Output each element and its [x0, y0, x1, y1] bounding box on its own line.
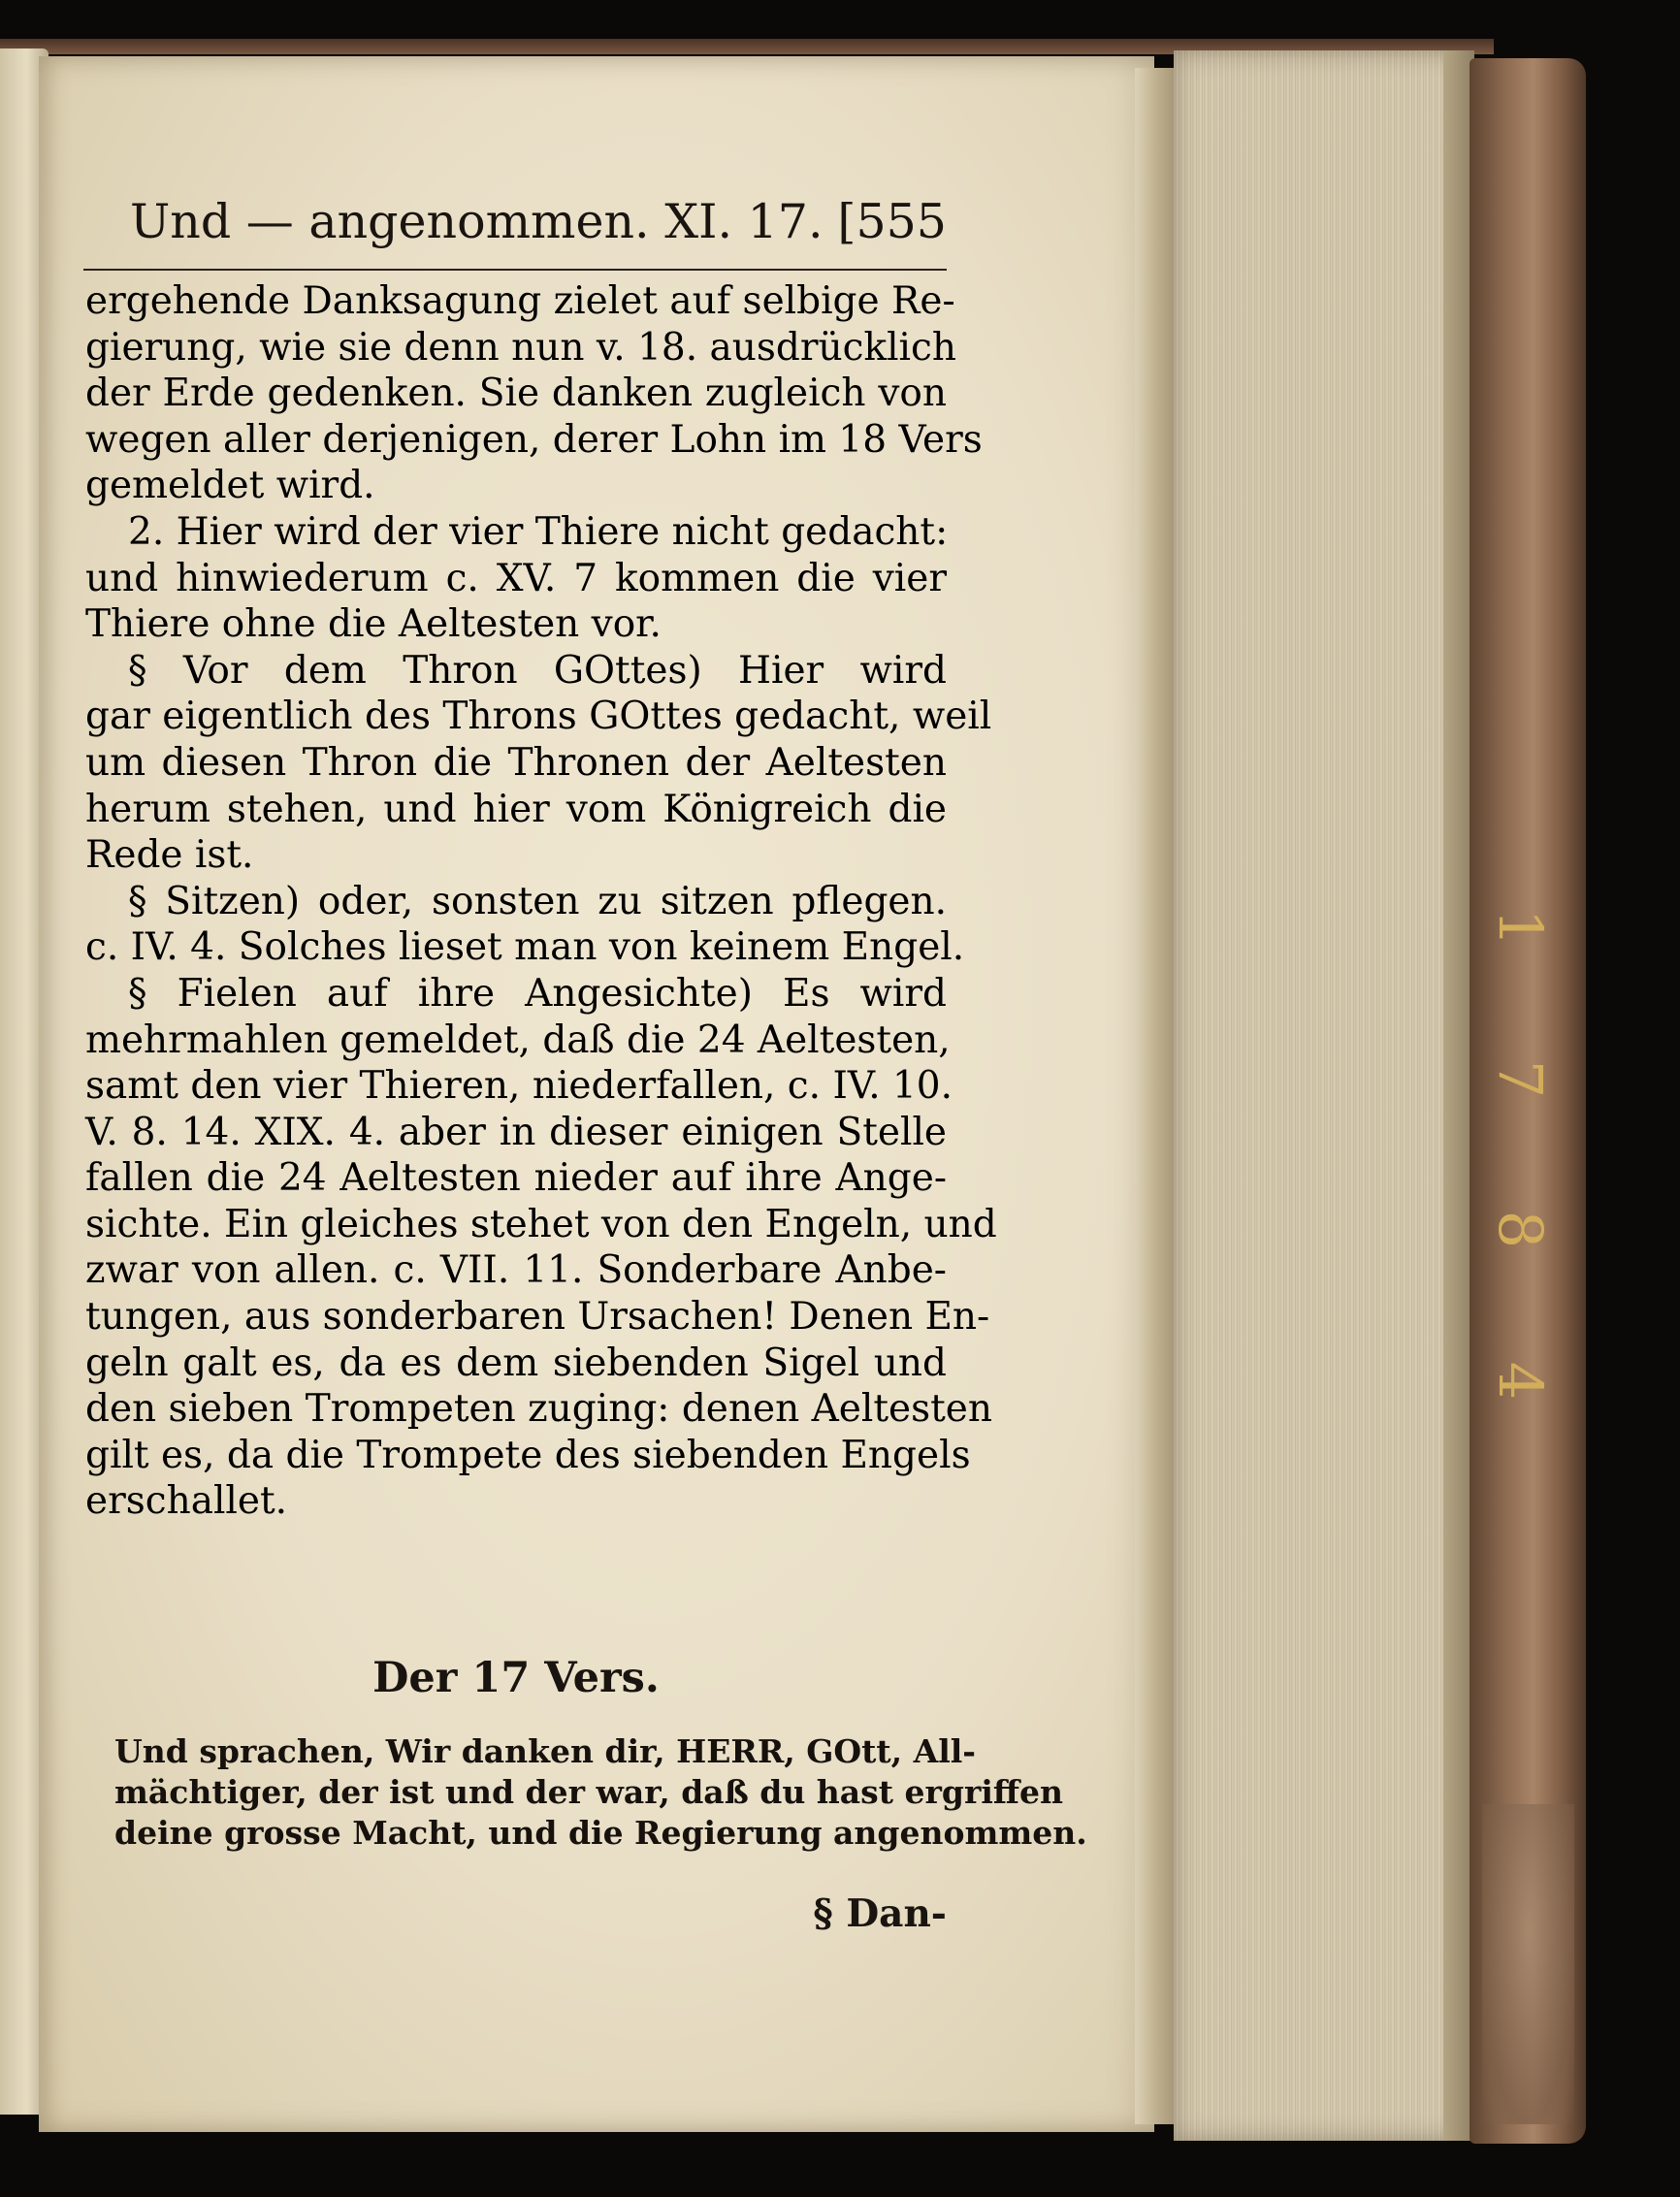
spine-digit: 4	[1485, 1361, 1557, 1401]
text-line: mehrmahlen gemeldet, daß die 24 Aeltesten,	[85, 1018, 951, 1062]
text-line: samt den vier Thieren, niederfallen, c. IV. 10.	[85, 1064, 953, 1109]
body-text	[85, 278, 997, 1525]
running-head-title: Und — angenommen. XI. 17.	[130, 194, 824, 249]
verse-line: Und sprachen, Wir danken dir, HERR, GOtt, All-	[114, 1732, 976, 1770]
text-line: herum stehen, und hier vom Königreich die	[85, 787, 947, 831]
text-line: § Sitzen) oder, sonsten zu sitzen pflegen.	[128, 879, 947, 923]
text-line: 2. Hier wird der vier Thiere nicht gedacht:	[128, 509, 949, 554]
header-rule	[83, 269, 947, 271]
text-line: ergehende Danksagung zielet auf selbige Re-	[85, 279, 955, 323]
text-line: c. IV. 4. Solches lieset man von keinem Engel.	[85, 925, 965, 970]
verse-text	[114, 1731, 1087, 1854]
spine-digit: 7	[1485, 1059, 1557, 1098]
running-head	[130, 194, 947, 264]
verse-line: mächtiger, der ist und der war, daß du hast ergriffen	[114, 1773, 1063, 1811]
text-line: wegen aller derjenigen, derer Lohn im 18 Vers	[85, 417, 983, 462]
spine-digit: 8	[1485, 1211, 1557, 1249]
verse-line: deine grosse Macht, und die Regierung angenommen.	[114, 1814, 1087, 1852]
text-line: sichte. Ein gleiches stehet von den Engeln, und	[85, 1202, 997, 1246]
text-line: zwar von allen. c. VII. 11. Sonderbare Anbe-	[85, 1248, 947, 1293]
spine-wear-mark	[1482, 1804, 1574, 2124]
text-line: § Vor dem Thron GOttes) Hier wird	[128, 648, 947, 693]
text-line: gar eigentlich des Throns GOttes gedacht, weil	[85, 695, 992, 739]
text-line: fallen die 24 Aeltesten nieder auf ihre Ange-	[85, 1156, 947, 1201]
text-line: V. 8. 14. XIX. 4. aber in dieser einigen Stelle	[85, 1110, 947, 1154]
text-line: Rede ist.	[85, 833, 254, 878]
text-line: § Fielen auf ihre Angesichte) Es wird	[128, 971, 947, 1016]
text-line: um diesen Thron die Thronen der Aeltesten	[85, 740, 947, 785]
catchword: § Dan-	[813, 1891, 947, 1936]
text-line: gierung, wie sie denn nun v. 18. ausdrücklich	[85, 325, 956, 370]
text-line: Thiere ohne die Aeltesten vor.	[85, 602, 662, 647]
text-line: erschallet.	[85, 1479, 288, 1524]
spine-label	[1472, 892, 1569, 1416]
text-line: gilt es, da die Trompete des siebenden Engels	[85, 1433, 971, 1477]
page-block-edge	[1174, 50, 1474, 2141]
text-line: der Erde gedenken. Sie danken zugleich von	[85, 372, 947, 416]
page-gutter-edge	[1135, 68, 1174, 2124]
verse-heading: Der 17 Vers.	[372, 1654, 660, 1702]
text-line: und hinwiederum c. XV. 7 kommen die vier	[85, 556, 947, 600]
text-line: geln galt es, da es dem siebenden Sigel und	[85, 1341, 947, 1385]
spine-digit: 1	[1485, 908, 1557, 948]
text-line: gemeldet wird.	[85, 464, 375, 508]
page-number: [555	[837, 194, 947, 249]
text-line: den sieben Trompeten zuging: denen Aeltesten	[85, 1387, 992, 1432]
text-line: tungen, aus sonderbaren Ursachen! Denen En-	[85, 1295, 990, 1340]
